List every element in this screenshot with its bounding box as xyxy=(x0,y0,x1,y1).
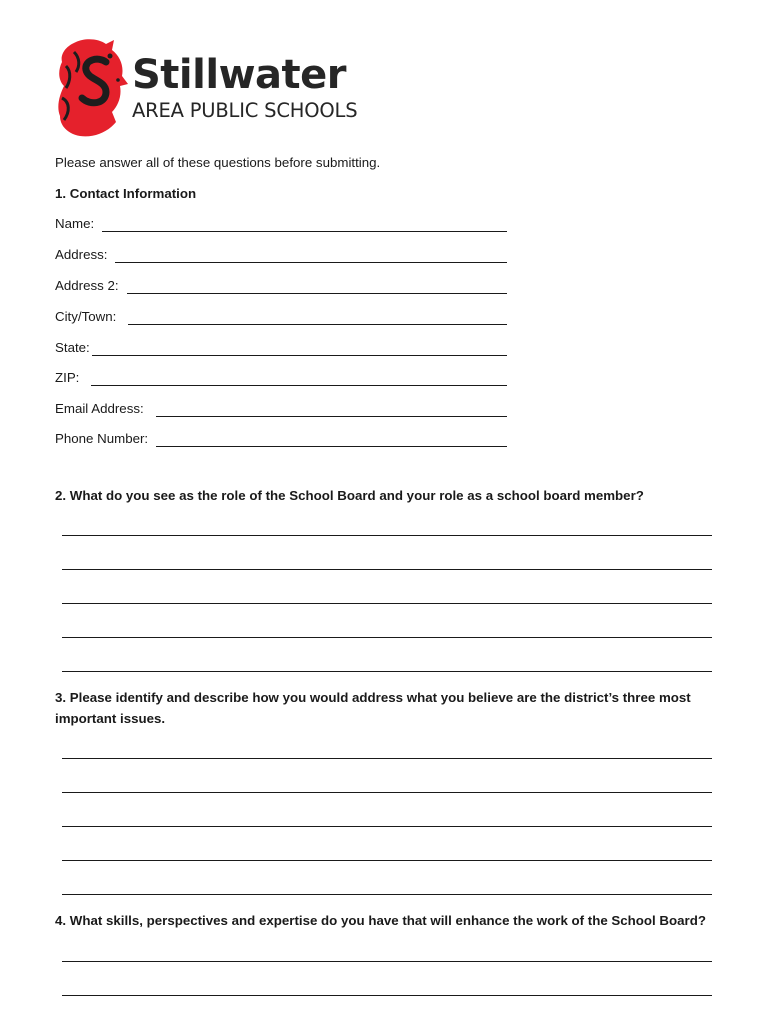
field-label: Address: xyxy=(55,247,108,262)
answer-line[interactable] xyxy=(62,894,712,895)
answer-line[interactable] xyxy=(62,569,712,570)
zip-field[interactable] xyxy=(55,368,507,386)
email-field[interactable] xyxy=(55,399,507,417)
city-town-field[interactable] xyxy=(55,307,507,325)
address2-field[interactable] xyxy=(55,276,507,294)
field-label: Email Address: xyxy=(55,401,144,416)
name-field[interactable] xyxy=(55,214,507,232)
question-2: 2. What do you see as the role of the School Board and your role as a school board member? xyxy=(55,488,644,503)
question-4: 4. What skills, perspectives and expertise do you have that will enhance the work of the School Board? xyxy=(55,913,706,928)
intro-text: Please answer all of these questions before submitting. xyxy=(55,155,381,170)
field-label: State: xyxy=(55,340,90,355)
question-3: 3. Please identify and describe how you would address what you believe are the district’s three most important issues. xyxy=(55,690,691,726)
zip-input-line[interactable] xyxy=(91,371,507,386)
answer-line[interactable] xyxy=(62,637,712,638)
name-input-line[interactable] xyxy=(102,217,507,232)
answer-line[interactable] xyxy=(62,603,712,604)
email-input-line[interactable] xyxy=(156,402,507,417)
answer-line[interactable] xyxy=(62,792,712,793)
section-title-contact: 1. Contact Information xyxy=(55,186,197,201)
address-input-line[interactable] xyxy=(115,248,507,263)
city-town-input-line[interactable] xyxy=(128,310,507,325)
field-label: City/Town: xyxy=(55,309,117,324)
phone-field[interactable] xyxy=(55,429,507,447)
field-label: Phone Number: xyxy=(55,431,149,446)
address2-input-line[interactable] xyxy=(127,279,507,294)
field-label: Address 2: xyxy=(55,278,119,293)
answer-line[interactable] xyxy=(62,535,712,536)
answer-line[interactable] xyxy=(62,826,712,827)
answer-line[interactable] xyxy=(62,995,712,996)
answer-line[interactable] xyxy=(62,860,712,861)
pony-mascot-icon xyxy=(54,36,134,140)
field-label: Name: xyxy=(55,216,95,231)
phone-input-line[interactable] xyxy=(156,432,507,447)
state-field[interactable] xyxy=(55,338,507,356)
state-input-line[interactable] xyxy=(92,341,507,356)
brand-name: Stillwater xyxy=(132,52,346,98)
address-field[interactable] xyxy=(55,245,507,263)
field-label: ZIP: xyxy=(55,370,80,385)
answer-line[interactable] xyxy=(62,758,712,759)
answer-line[interactable] xyxy=(62,961,712,962)
brand-subtitle: AREA PUBLIC SCHOOLS xyxy=(132,99,358,122)
answer-line[interactable] xyxy=(62,671,712,672)
